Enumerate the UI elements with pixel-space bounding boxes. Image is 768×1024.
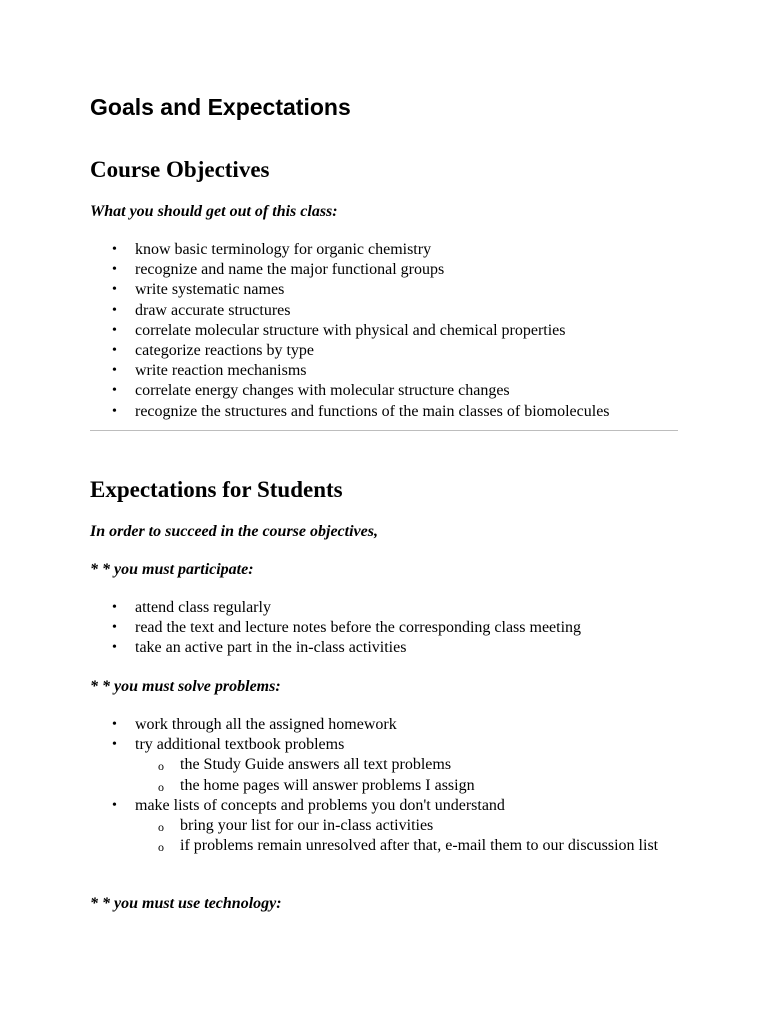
participate-list: [90, 598, 581, 659]
list-item-text: try additional textbook problems: [135, 736, 345, 754]
sub-list-item: o the home pages will answer problems I assign: [135, 776, 660, 796]
list-item: [90, 715, 660, 735]
textbook-sublist: [135, 755, 660, 795]
list-item: • write systematic names: [90, 280, 610, 300]
list-item: [90, 735, 660, 796]
list-item: • correlate energy changes with molecular structure changes: [90, 381, 610, 401]
list-item: • categorize reactions by type: [90, 341, 610, 361]
solve-problems-label: * * you must solve problems:: [90, 678, 281, 695]
list-item-text: make lists of concepts and problems you don't understand: [135, 796, 505, 814]
sub-list-item: o bring your list for our in-class activities: [135, 816, 660, 836]
list-item-text: work through all the assigned homework: [135, 716, 397, 733]
sub-list-item: o if problems remain unresolved after that, e-mail them to our discussion list: [135, 836, 660, 856]
course-objectives-list: [90, 240, 610, 422]
list-item: • attend class regularly: [90, 598, 581, 618]
section-divider: [90, 430, 678, 431]
course-objectives-heading: Course Objectives: [90, 157, 270, 182]
list-item: • take an active part in the in-class activities: [90, 638, 581, 658]
list-item: • write reaction mechanisms: [90, 361, 610, 381]
expectations-lead: In order to succeed in the course objectives,: [90, 523, 378, 540]
solve-problems-list: [90, 715, 660, 856]
list-item: • correlate molecular structure with physical and chemical properties: [90, 321, 610, 341]
list-item: [90, 796, 660, 857]
use-technology-label: * * you must use technology:: [90, 895, 282, 912]
list-item: • draw accurate structures: [90, 301, 610, 321]
lists-sublist: [135, 816, 660, 856]
list-item: • recognize and name the major functional groups: [90, 260, 610, 280]
list-item: • recognize the structures and functions of the main classes of biomolecules: [90, 402, 610, 422]
participate-label: * * you must participate:: [90, 561, 254, 578]
sub-list-item: o the Study Guide answers all text problems: [135, 755, 660, 775]
expectations-heading: Expectations for Students: [90, 477, 343, 502]
page-title: Goals and Expectations: [90, 94, 351, 120]
course-objectives-lead: What you should get out of this class:: [90, 203, 338, 220]
list-item: • know basic terminology for organic chemistry: [90, 240, 610, 260]
list-item: • read the text and lecture notes before the corresponding class meeting: [90, 618, 581, 638]
